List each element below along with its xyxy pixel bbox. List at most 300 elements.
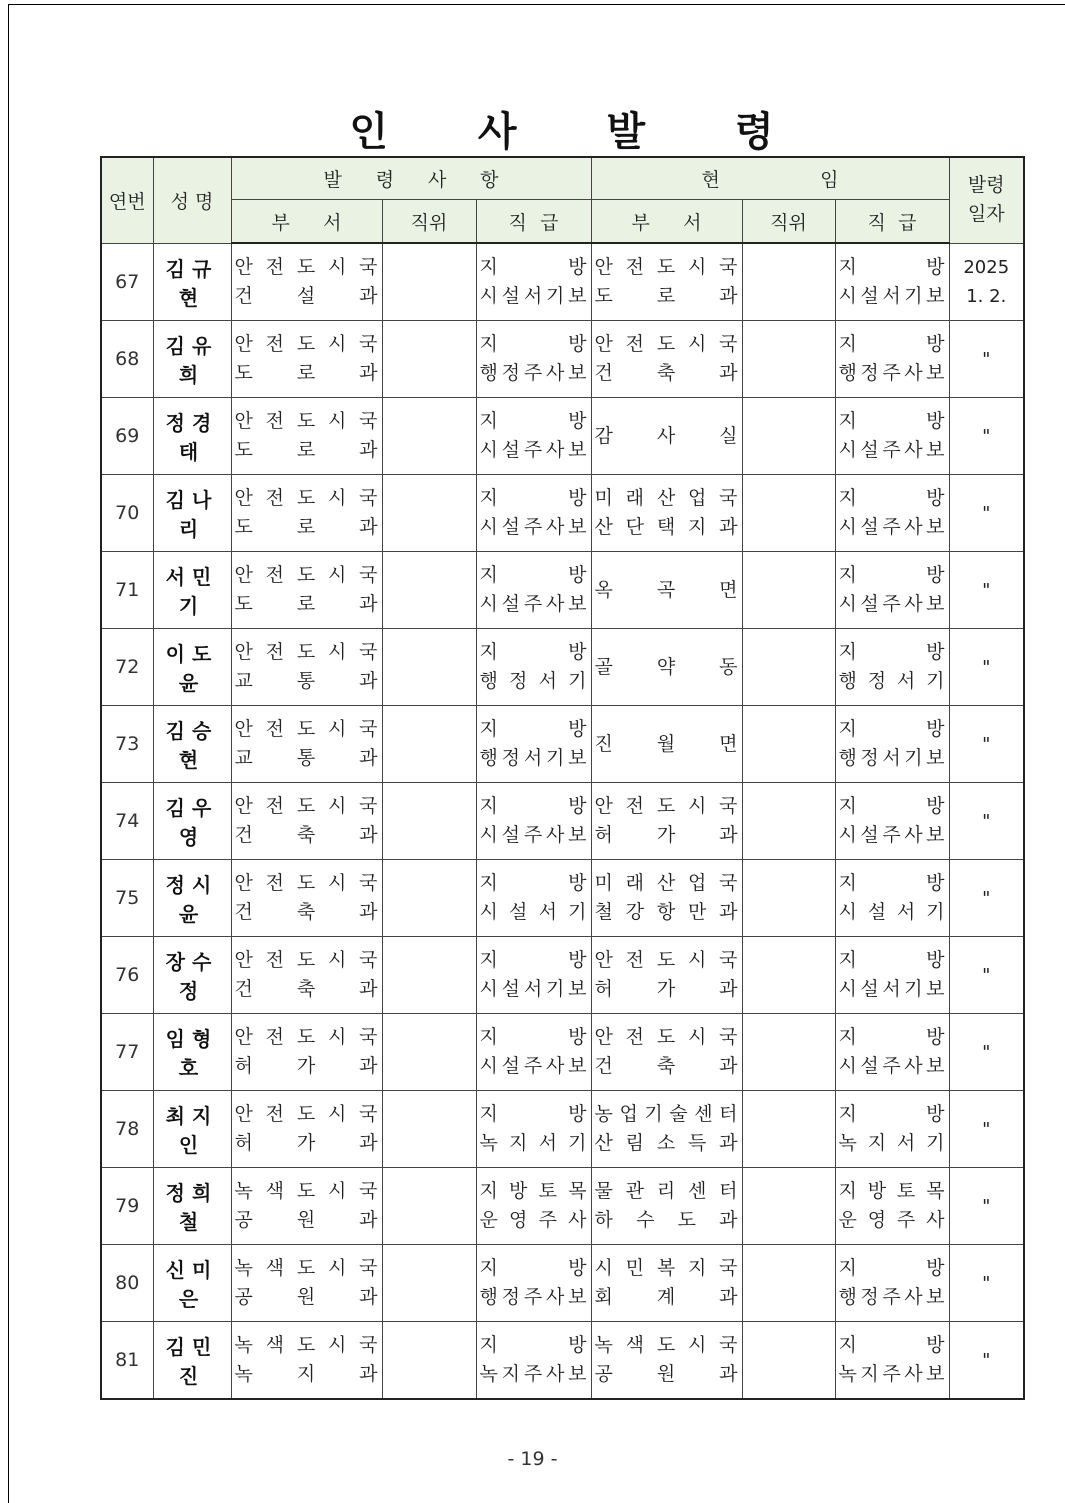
char: 서 xyxy=(523,747,543,769)
char: 시 xyxy=(479,978,498,1000)
char: 과 xyxy=(719,1363,738,1385)
char: 주 xyxy=(523,1286,543,1308)
row-cur-grade-line xyxy=(836,407,949,436)
row-cur-grade xyxy=(835,1245,949,1322)
char: 도 xyxy=(296,410,316,432)
row-new-grade-line xyxy=(477,1100,591,1129)
char: 목 xyxy=(568,1180,587,1202)
row-cur-position xyxy=(742,398,835,475)
char: 지 xyxy=(479,641,498,663)
row-new-dept-line xyxy=(232,590,382,619)
char: 안 xyxy=(594,949,613,971)
char: 녹 xyxy=(234,1257,253,1279)
row-cur-grade xyxy=(835,783,949,860)
row-name: 정희철 xyxy=(153,1168,231,1245)
char: 국 xyxy=(719,487,738,509)
char: 과 xyxy=(359,1055,378,1077)
row-new-dept xyxy=(231,1168,382,1245)
char: 보 xyxy=(926,747,945,769)
char: 시 xyxy=(687,1334,707,1356)
row-cur-dept-line xyxy=(592,1331,742,1360)
row-date-line: 2025 xyxy=(963,256,1010,278)
row-cur-dept xyxy=(591,243,742,321)
char: 사 xyxy=(545,593,565,615)
char: 도 xyxy=(296,564,316,586)
row-seq: 75 xyxy=(101,860,153,937)
header-cur-grade xyxy=(835,200,949,244)
char: 녹 xyxy=(594,1334,613,1356)
row-new-position xyxy=(382,243,476,321)
row-cur-grade-line xyxy=(836,821,949,850)
row-date-line: " xyxy=(982,579,991,601)
row-cur-position xyxy=(742,475,835,552)
char: 산 xyxy=(594,1132,613,1154)
char: 실 xyxy=(719,424,738,447)
char: 시 xyxy=(594,1257,613,1279)
char: 국 xyxy=(359,949,378,971)
char: 보 xyxy=(568,362,587,384)
char: 안 xyxy=(234,256,253,278)
char: 보 xyxy=(568,516,587,538)
header-new-position: 직위 xyxy=(382,200,476,244)
char: 지 xyxy=(860,1363,879,1385)
row-cur-dept xyxy=(591,937,742,1014)
char: 전 xyxy=(625,333,645,355)
char: 지 xyxy=(479,487,498,509)
row-cur-grade xyxy=(835,937,949,1014)
char: 녹 xyxy=(838,1132,857,1154)
char: 방 xyxy=(926,564,945,586)
row-cur-grade-line xyxy=(836,744,949,773)
row-date xyxy=(949,398,1024,475)
char: 토 xyxy=(896,1180,916,1202)
row-new-grade xyxy=(476,937,591,1014)
char: 설 xyxy=(296,285,316,307)
char: 도 xyxy=(296,1257,316,1279)
char: 도 xyxy=(296,333,316,355)
char: 공 xyxy=(234,1209,253,1231)
char: 공 xyxy=(234,1286,253,1308)
char: 국 xyxy=(359,872,378,894)
char: 보 xyxy=(568,285,587,307)
char: 안 xyxy=(234,795,253,817)
char: 산 xyxy=(656,872,676,894)
row-new-dept xyxy=(231,783,382,860)
char: 주 xyxy=(523,439,543,461)
char: 로 xyxy=(296,362,316,384)
char: 면 xyxy=(719,732,738,755)
row-cur-dept-line xyxy=(592,1254,742,1283)
char: 지 xyxy=(838,564,857,586)
char: 기 xyxy=(926,670,945,692)
char: 시 xyxy=(838,901,857,923)
char: 정 xyxy=(509,670,528,692)
char: 기 xyxy=(568,1132,587,1154)
header-new-dept xyxy=(231,200,382,244)
row-cur-position xyxy=(742,1091,835,1168)
row-new-dept-line xyxy=(232,715,382,744)
row-name: 김승현 xyxy=(153,706,231,783)
char: 도 xyxy=(296,1334,316,1356)
row-cur-grade-line xyxy=(836,1254,949,1283)
row-new-grade-line xyxy=(477,282,591,311)
char: 주 xyxy=(882,593,901,615)
row-date-line: " xyxy=(982,1041,991,1063)
char: 도 xyxy=(234,362,253,384)
char: 방 xyxy=(926,641,945,663)
char: 시 xyxy=(479,516,498,538)
char: 보 xyxy=(926,1286,945,1308)
char: 시 xyxy=(479,285,498,307)
char: 도 xyxy=(234,516,253,538)
char: 사 xyxy=(904,1286,923,1308)
row-cur-position xyxy=(742,1245,835,1322)
row-cur-dept xyxy=(591,1091,742,1168)
row-cur-grade-line xyxy=(836,1331,949,1360)
char: 국 xyxy=(359,1334,378,1356)
row-cur-position xyxy=(742,783,835,860)
row-new-dept-line xyxy=(232,1129,382,1158)
char: 녹 xyxy=(479,1363,498,1385)
char: 설 xyxy=(860,285,879,307)
char: 허 xyxy=(594,978,613,1000)
char: 행 xyxy=(838,670,857,692)
char: 과 xyxy=(719,285,738,307)
char: 방 xyxy=(568,1257,587,1279)
char: 기 xyxy=(545,978,565,1000)
char: 과 xyxy=(359,1363,378,1385)
row-cur-grade-line xyxy=(836,975,949,1004)
char: 기 xyxy=(904,285,923,307)
row-new-grade-line xyxy=(477,1206,591,1235)
char: 축 xyxy=(296,901,316,923)
row-date-line: " xyxy=(982,348,991,370)
char: 과 xyxy=(719,516,738,538)
char: 방 xyxy=(568,718,587,740)
row-new-dept-line xyxy=(232,1052,382,1081)
row-new-position xyxy=(382,1168,476,1245)
char: 국 xyxy=(359,410,378,432)
char: 서 xyxy=(523,285,543,307)
char: 사 xyxy=(904,439,923,461)
row-name: 정경태 xyxy=(153,398,231,475)
row-new-position xyxy=(382,937,476,1014)
row-cur-dept-line xyxy=(592,1177,742,1206)
row-cur-dept xyxy=(591,475,742,552)
char: 전 xyxy=(265,256,285,278)
row-new-grade-line xyxy=(477,253,591,282)
row-cur-dept-line xyxy=(592,1283,742,1312)
table-row xyxy=(101,321,1024,398)
char: 하 xyxy=(594,1209,613,1231)
row-cur-position xyxy=(742,629,835,706)
row-date xyxy=(949,1014,1024,1091)
row-cur-dept-line xyxy=(592,359,742,388)
char: 서 xyxy=(896,670,916,692)
char: 색 xyxy=(265,1334,285,1356)
row-cur-grade-line xyxy=(836,1206,949,1235)
char: 안 xyxy=(594,333,613,355)
table-row xyxy=(101,1014,1024,1091)
char: 시 xyxy=(838,516,857,538)
row-new-dept-line xyxy=(232,792,382,821)
header-dept-1: 부 xyxy=(271,211,290,234)
char: 지 xyxy=(296,1363,316,1385)
char: 산 xyxy=(656,487,676,509)
row-new-grade-line xyxy=(477,1360,591,1389)
char: 과 xyxy=(359,747,378,769)
char: 사 xyxy=(904,593,923,615)
char: 보 xyxy=(926,362,945,384)
row-name: 김규현 xyxy=(153,243,231,321)
row-cur-position xyxy=(742,937,835,1014)
row-cur-grade xyxy=(835,552,949,629)
char: 시 xyxy=(327,564,347,586)
char: 국 xyxy=(719,333,738,355)
row-new-dept xyxy=(231,706,382,783)
header-cur-position: 직위 xyxy=(742,200,835,244)
row-new-dept xyxy=(231,398,382,475)
char: 축 xyxy=(296,824,316,846)
table-row xyxy=(101,783,1024,860)
char: 방 xyxy=(926,1334,945,1356)
row-new-dept xyxy=(231,321,382,398)
row-new-grade xyxy=(476,1322,591,1400)
char: 과 xyxy=(719,824,738,846)
row-new-grade xyxy=(476,321,591,398)
row-cur-grade-line xyxy=(836,667,949,696)
table-row xyxy=(101,1322,1024,1400)
row-new-grade xyxy=(476,398,591,475)
char: 터 xyxy=(719,1180,738,1202)
char: 국 xyxy=(719,795,738,817)
char: 설 xyxy=(501,1055,521,1077)
header-appointment-2: 령 xyxy=(375,169,395,191)
char: 축 xyxy=(296,978,316,1000)
row-seq: 79 xyxy=(101,1168,153,1245)
row-cur-grade xyxy=(835,706,949,783)
row-cur-grade-line xyxy=(836,1023,949,1052)
char: 도 xyxy=(234,593,253,615)
row-new-position xyxy=(382,860,476,937)
row-new-dept xyxy=(231,629,382,706)
char: 방 xyxy=(926,718,945,740)
row-cur-grade-line xyxy=(836,330,949,359)
table-row xyxy=(101,706,1024,783)
header-dept-2: 서 xyxy=(323,211,342,234)
char: 정 xyxy=(501,747,521,769)
char: 로 xyxy=(296,516,316,538)
row-new-dept xyxy=(231,937,382,1014)
row-new-dept-line xyxy=(232,975,382,1004)
row-new-grade xyxy=(476,475,591,552)
char: 전 xyxy=(265,410,285,432)
char: 시 xyxy=(327,872,347,894)
char: 국 xyxy=(359,795,378,817)
char: 사 xyxy=(904,362,923,384)
row-cur-dept xyxy=(591,1168,742,1245)
row-new-dept xyxy=(231,1245,382,1322)
char: 과 xyxy=(719,901,738,923)
row-cur-grade-line xyxy=(836,869,949,898)
row-new-dept xyxy=(231,552,382,629)
char: 설 xyxy=(501,593,521,615)
char: 전 xyxy=(265,1103,285,1125)
char: 축 xyxy=(656,362,676,384)
row-cur-dept xyxy=(591,1322,742,1400)
row-date xyxy=(949,860,1024,937)
char: 지 xyxy=(479,718,498,740)
char: 영 xyxy=(509,1209,528,1231)
char: 공 xyxy=(594,1363,613,1385)
char: 미 xyxy=(594,872,613,894)
char: 안 xyxy=(234,949,253,971)
char: 색 xyxy=(625,1334,645,1356)
char: 과 xyxy=(719,1055,738,1077)
row-cur-dept-line xyxy=(592,792,742,821)
char: 기 xyxy=(904,978,923,1000)
char: 시 xyxy=(327,410,347,432)
char: 로 xyxy=(656,285,676,307)
row-seq: 78 xyxy=(101,1091,153,1168)
row-new-position xyxy=(382,475,476,552)
row-new-dept-line xyxy=(232,359,382,388)
row-seq: 69 xyxy=(101,398,153,475)
page-border-left xyxy=(8,4,9,1503)
char: 터 xyxy=(719,1103,738,1125)
header-current-1: 현 xyxy=(701,169,720,191)
char: 도 xyxy=(594,285,613,307)
char: 기 xyxy=(926,901,945,923)
char: 보 xyxy=(568,1363,587,1385)
char: 시 xyxy=(687,949,707,971)
row-cur-grade-line xyxy=(836,946,949,975)
char: 업 xyxy=(687,872,707,894)
header-grade-1: 직 xyxy=(867,211,886,234)
char: 도 xyxy=(656,795,676,817)
row-cur-grade-line xyxy=(836,638,949,667)
char: 서 xyxy=(882,747,901,769)
char: 국 xyxy=(719,256,738,278)
row-date xyxy=(949,783,1024,860)
char: 시 xyxy=(327,795,347,817)
header-appointment xyxy=(231,157,591,200)
row-cur-position xyxy=(742,321,835,398)
table-row xyxy=(101,243,1024,321)
char: 전 xyxy=(265,795,285,817)
char: 도 xyxy=(656,256,676,278)
char: 지 xyxy=(838,1334,857,1356)
char: 지 xyxy=(838,487,857,509)
row-cur-grade-line xyxy=(836,1100,949,1129)
char: 도 xyxy=(656,949,676,971)
char: 림 xyxy=(625,1132,645,1154)
char: 영 xyxy=(867,1209,887,1231)
char: 득 xyxy=(687,1132,707,1154)
char: 행 xyxy=(838,1286,857,1308)
char: 과 xyxy=(359,670,378,692)
char: 주 xyxy=(523,362,543,384)
row-cur-dept-line xyxy=(592,330,742,359)
row-new-dept-line xyxy=(232,1360,382,1389)
row-cur-grade-line xyxy=(836,1052,949,1081)
row-new-dept-line xyxy=(232,898,382,927)
row-new-position xyxy=(382,1322,476,1400)
char: 전 xyxy=(265,718,285,740)
char: 강 xyxy=(625,901,645,923)
row-new-dept xyxy=(231,1322,382,1400)
char: 리 xyxy=(656,1180,676,1202)
char: 전 xyxy=(265,872,285,894)
char: 과 xyxy=(359,824,378,846)
row-new-grade xyxy=(476,783,591,860)
row-cur-position xyxy=(742,1322,835,1400)
row-new-grade-line xyxy=(477,946,591,975)
row-new-grade-line xyxy=(477,1331,591,1360)
char: 건 xyxy=(234,978,253,1000)
char: 보 xyxy=(568,824,587,846)
row-date xyxy=(949,552,1024,629)
char: 지 xyxy=(838,641,857,663)
char: 주 xyxy=(882,1363,901,1385)
char: 만 xyxy=(687,901,707,923)
row-cur-dept-line xyxy=(592,253,742,282)
char: 주 xyxy=(523,824,543,846)
char: 서 xyxy=(896,901,916,923)
row-new-dept-line xyxy=(232,253,382,282)
row-date-line: " xyxy=(982,810,991,832)
row-date xyxy=(949,629,1024,706)
char: 국 xyxy=(359,333,378,355)
row-date-line: " xyxy=(982,1118,991,1140)
char: 주 xyxy=(538,1209,557,1231)
char: 국 xyxy=(719,1257,738,1279)
char: 정 xyxy=(860,1286,879,1308)
char: 전 xyxy=(265,564,285,586)
char: 과 xyxy=(359,978,378,1000)
char: 국 xyxy=(359,1257,378,1279)
row-new-dept-line xyxy=(232,744,382,773)
header-new-grade xyxy=(476,200,591,244)
row-new-dept-line xyxy=(232,330,382,359)
row-date xyxy=(949,1168,1024,1245)
char: 방 xyxy=(568,1103,587,1125)
table-row xyxy=(101,1168,1024,1245)
table-row xyxy=(101,1091,1024,1168)
row-cur-position xyxy=(742,552,835,629)
char: 면 xyxy=(719,578,738,601)
row-cur-grade-line xyxy=(836,282,949,311)
char: 서 xyxy=(882,285,901,307)
table-row xyxy=(101,937,1024,1014)
char: 지 xyxy=(687,516,707,538)
char: 동 xyxy=(719,655,738,678)
char: 보 xyxy=(926,439,945,461)
char: 보 xyxy=(926,285,945,307)
char: 행 xyxy=(479,670,498,692)
row-cur-position xyxy=(742,706,835,783)
page-border-top xyxy=(8,4,1065,5)
header-grade-2: 급 xyxy=(898,211,917,234)
row-cur-grade xyxy=(835,475,949,552)
char: 옥 xyxy=(594,578,613,601)
char: 허 xyxy=(234,1132,253,1154)
row-name: 정시윤 xyxy=(153,860,231,937)
char: 주 xyxy=(882,1286,901,1308)
row-cur-dept-line xyxy=(592,1360,742,1389)
row-cur-dept-line xyxy=(592,422,742,451)
char: 보 xyxy=(568,1055,587,1077)
